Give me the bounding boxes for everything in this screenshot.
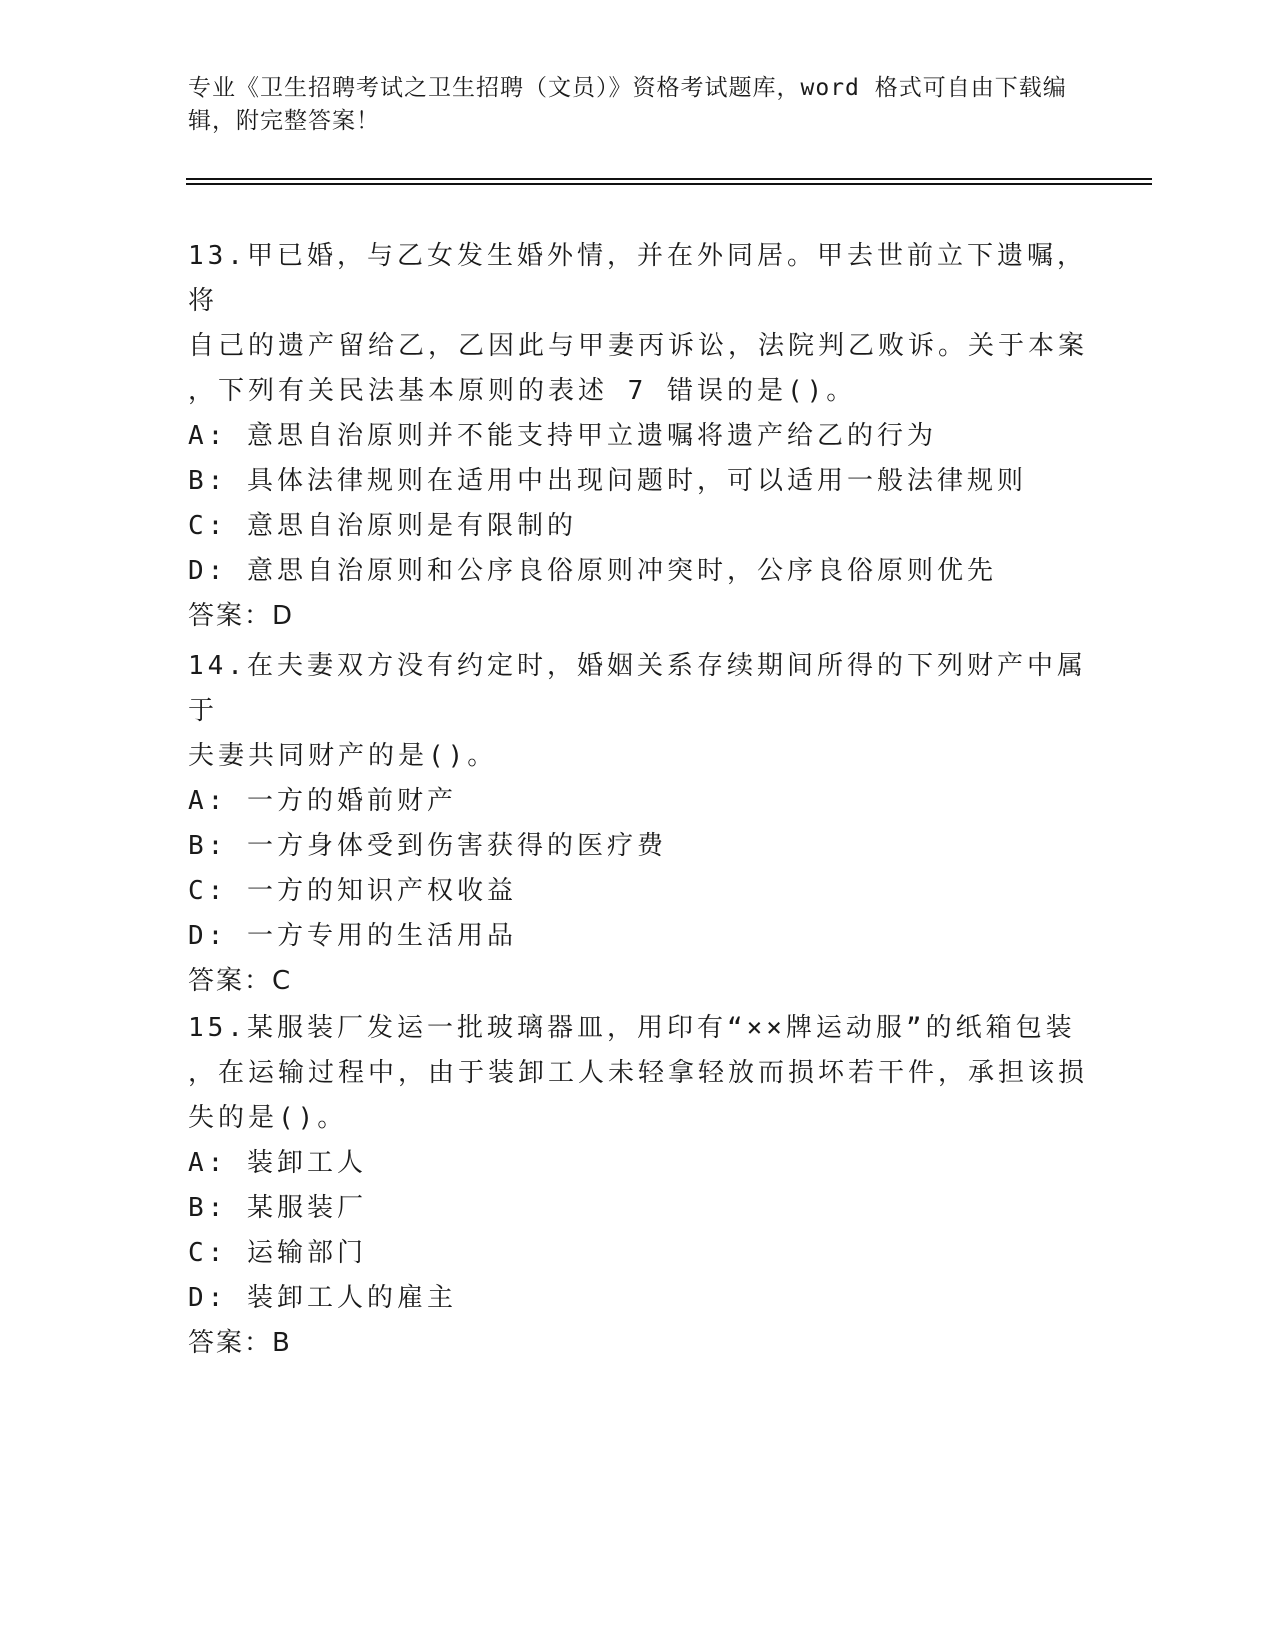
document-intro: 专业《卫生招聘考试之卫生招聘（文员）》资格考试题库，word 格式可自由下载编辑，附完整答案！ (188, 75, 1067, 134)
question-stem-line: 自己的遗产留给乙，乙因此与甲妻丙诉讼，法院判乙败诉。关于本案 (188, 331, 1089, 361)
option-a: A: 意思自治原则并不能支持甲立遗嘱将遗产给乙的行为 (188, 421, 937, 451)
question-stem-line: 14.在夫妻双方没有约定时，婚姻关系存续期间所得的下列财产中属于 (188, 651, 1087, 726)
option-a: A: 装卸工人 (188, 1148, 367, 1178)
question-13 (188, 234, 1088, 639)
option-d: D: 一方专用的生活用品 (188, 921, 517, 951)
option-b: B: 某服装厂 (188, 1193, 367, 1223)
question-stem-line: 13.甲已婚，与乙女发生婚外情，并在外同居。甲去世前立下遗嘱，将 (188, 241, 1087, 316)
question-stem-line: 15.某服装厂发运一批玻璃器皿，用印有“××牌运动服”的纸箱包装 (188, 1013, 1076, 1043)
option-c: C: 运输部门 (188, 1238, 367, 1268)
question-stem-line: 夫妻共同财产的是()。 (188, 741, 498, 771)
question-stem-line: ，在运输过程中，由于装卸工人未轻拿轻放而损坏若干件，承担该损 (188, 1058, 1089, 1088)
option-d: D: 装卸工人的雇主 (188, 1283, 457, 1313)
option-b: B: 具体法律规则在适用中出现问题时，可以适用一般法律规则 (188, 466, 1027, 496)
question-15 (188, 1006, 1088, 1366)
question-14 (188, 644, 1088, 1004)
option-d: D: 意思自治原则和公序良俗原则冲突时，公序良俗原则优先 (188, 556, 997, 586)
header-divider-bottom (186, 183, 1152, 185)
option-b: B: 一方身体受到伤害获得的医疗费 (188, 831, 667, 861)
answer: 答案：B (188, 1328, 292, 1358)
answer: 答案：D (188, 601, 295, 631)
option-c: C: 意思自治原则是有限制的 (188, 511, 577, 541)
question-stem-line: ，下列有关民法基本原则的表述 7 错误的是()。 (188, 376, 857, 406)
question-stem-line: 失的是()。 (188, 1103, 348, 1133)
answer: 答案：C (188, 966, 293, 996)
option-a: A: 一方的婚前财产 (188, 786, 457, 816)
header-divider-top (186, 178, 1152, 180)
option-c: C: 一方的知识产权收益 (188, 876, 517, 906)
